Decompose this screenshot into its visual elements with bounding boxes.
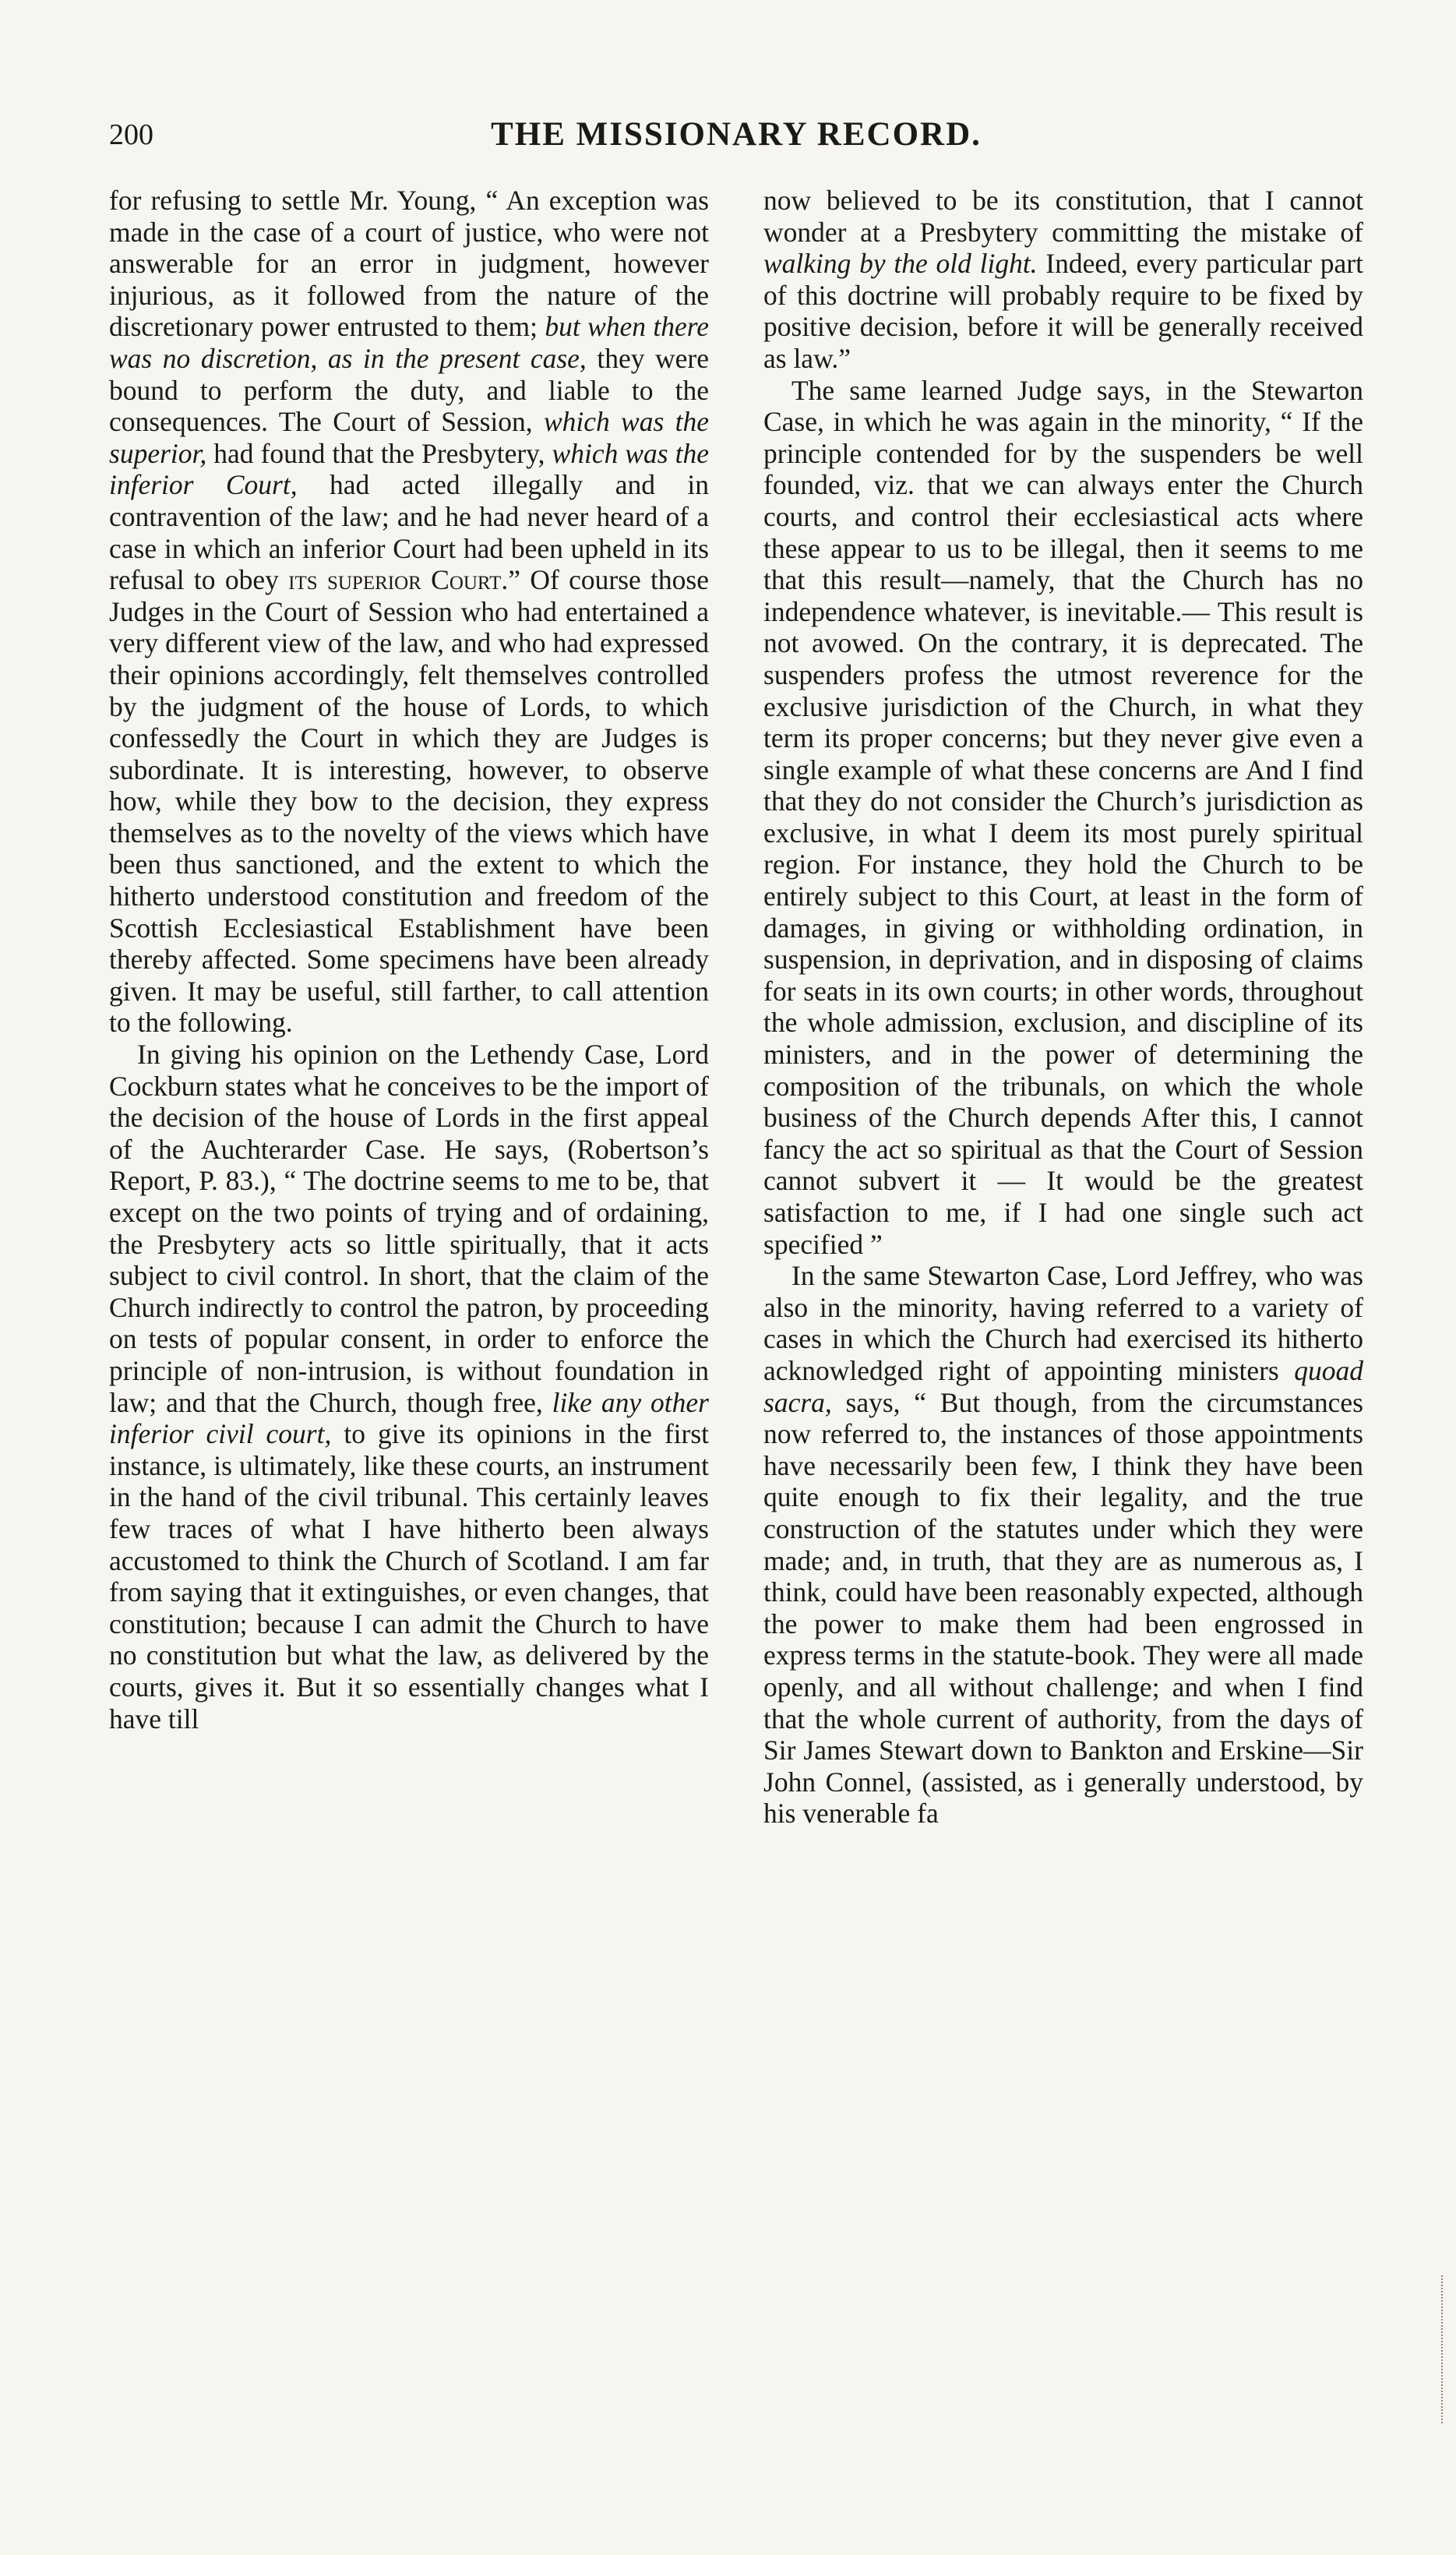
text-run: Indeed, every particular part of this doctrine will probably require to be fixed by positive decision, before it will be generally received as law.” bbox=[763, 248, 1363, 374]
italic-text: but when there was no discretion, as in the present case, bbox=[109, 311, 710, 374]
paragraph bbox=[109, 1039, 709, 1735]
paragraph bbox=[109, 185, 709, 1039]
italic-text: like any other inferior civil court, bbox=[109, 1386, 709, 1450]
paragraph bbox=[763, 185, 1363, 375]
page-number: 200 bbox=[109, 118, 153, 151]
paragraph bbox=[763, 375, 1363, 1261]
small-caps-text: its superior Court.” bbox=[288, 564, 521, 596]
italic-text: which was the inferior Court, bbox=[109, 437, 709, 501]
text-run: they were bound to perform the duty, and liable to the consequences. The Court of Session, bbox=[109, 342, 709, 438]
text-run: In giving his opinion on the Lethendy Case, Lord Cockburn states what he conceives to be the import of the decision of the house of Lords in the first appeal of the Auchterarder Case. He says, (Robertson’s Report, P. 83.), “ The doctrine seems to me to be, that except on the two points of trying and of ordaining, the Presbytery acts so little spiritually, that it acts subject to civil control. In short, that the claim of the Church indirectly to control the patron, by proceeding on tests of popular consent, in order to enforce the principle of non-intrusion, is without foundation in law; and that the Church, though free, bbox=[109, 1039, 709, 1418]
page-header bbox=[109, 113, 1363, 185]
text-run: now believed to be its constitution, that I cannot wonder at a Presbytery committing the mistake of bbox=[763, 185, 1363, 248]
text-run: The same learned Judge says, in the Stewarton Case, in which he was again in the minority, “ If the principle contended for by the suspenders be well founded, viz. that we can always enter the Church courts, and control their ecclesiastical acts where these appear to us to be illegal, then it seems to me that this result—namely, that the Church has no independence whatever, is inevitable.— This result is not avowed. On the contrary, it is deprecated. The suspenders profess the utmost reverence for the exclusive jurisdiction of the Church, in what they term its proper concerns; but they never give even a single example of what these concerns are And I find that they do not consider the Church’s jurisdiction as exclusive, in what I deem its most purely spiritual region. For instance, they hold the Church to be entirely subject to this Court, at least in the form of damages, in giving or withholding ordination, in suspension, in deprivation, and in disposing of claims for seats in its own courts; in other words, throughout the whole admission, exclusion, and discipline of its ministers, and in the power of determining the composition of the tribunals, on which the whole business of the Church depends After this, I cannot fancy the act so spiritual as that the Court of Session cannot subvert it — It would be the greatest satisfaction to me, if I had one single such act specified ” bbox=[763, 374, 1363, 1260]
text-run: In the same Stewarton Case, Lord Jeffrey, who was also in the minority, having referred to a variety of cases in which the Church had exercised its hitherto acknowledged right of appointing ministers bbox=[763, 1260, 1363, 1386]
left-column bbox=[109, 185, 709, 1830]
right-column bbox=[763, 185, 1363, 1830]
italic-text: which was the superior, bbox=[109, 406, 709, 469]
text-columns bbox=[109, 185, 1363, 1830]
text-run: to give its opinions in the first instance, is ultimately, like these courts, an instrument in the hand of the civil tribunal. This certainly leaves few traces of what I have hitherto been always accustomed to think the Church of Scotland. I am far from saying that it extinguishes, or even changes, that constitution; because I can admit the Church to have no constitution but what the law, as delivered by the courts, gives it. But it so essentially changes what I have till bbox=[109, 1418, 710, 1735]
text-run: says, “ But though, from the circumstances now referred to, the instances of those appointments have necessarily been few, I think they have been quite enough to fix their legality, and the true construction of the statutes under which they were made; and, in truth, that they are as numerous as, I think, could have been reasonably expected, although the power to make them had been engrossed in express terms in the statute-book. They were all made openly, and all without challenge; and when I find that the whole current of authority, from the days of Sir James Stewart down to Bankton and Erskine—Sir John Connel, (assisted, as i generally understood, by his venerable fa bbox=[763, 1386, 1364, 1830]
page bbox=[109, 113, 1363, 2497]
paragraph bbox=[763, 1260, 1363, 1830]
text-run: for refusing to settle Mr. Young, “ An exception was made in the case of a court of justice, who were not answerable for an error in judgment, however injurious, as it followed from the nature of the discretionary power entrusted to them; bbox=[109, 185, 709, 343]
text-run: had acted illegally and in contravention of the law; and he had never heard of a case in which an inferior Court had been upheld in its refusal to obey bbox=[109, 469, 709, 596]
scan-margin-mark bbox=[1441, 2275, 1445, 2423]
running-head-title: THE MISSIONARY RECORD. bbox=[491, 116, 982, 153]
text-run: had found that the Presbytery, bbox=[213, 437, 545, 469]
text-run: Of course those Judges in the Court of Session who had entertained a very different view of the law, and who had expressed their opinions accordingly, felt themselves controlled by the judgment of the house of Lords, to which confessedly the Court in which they are Judges is subordinate. It is interesting, however, to observe how, while they bow to the decision, they express themselves as to the novelty of the views which have been thus sanctioned, and the extent to which the hitherto understood constitution and freedom of the Scottish Ecclesiastical Establishment have been thereby affected. Some specimens have been already given. It may be useful, still farther, to call attention to the following. bbox=[109, 564, 709, 1039]
italic-text: walking by the old light. bbox=[763, 248, 1038, 280]
italic-text: quoad sacra, bbox=[763, 1354, 1364, 1418]
